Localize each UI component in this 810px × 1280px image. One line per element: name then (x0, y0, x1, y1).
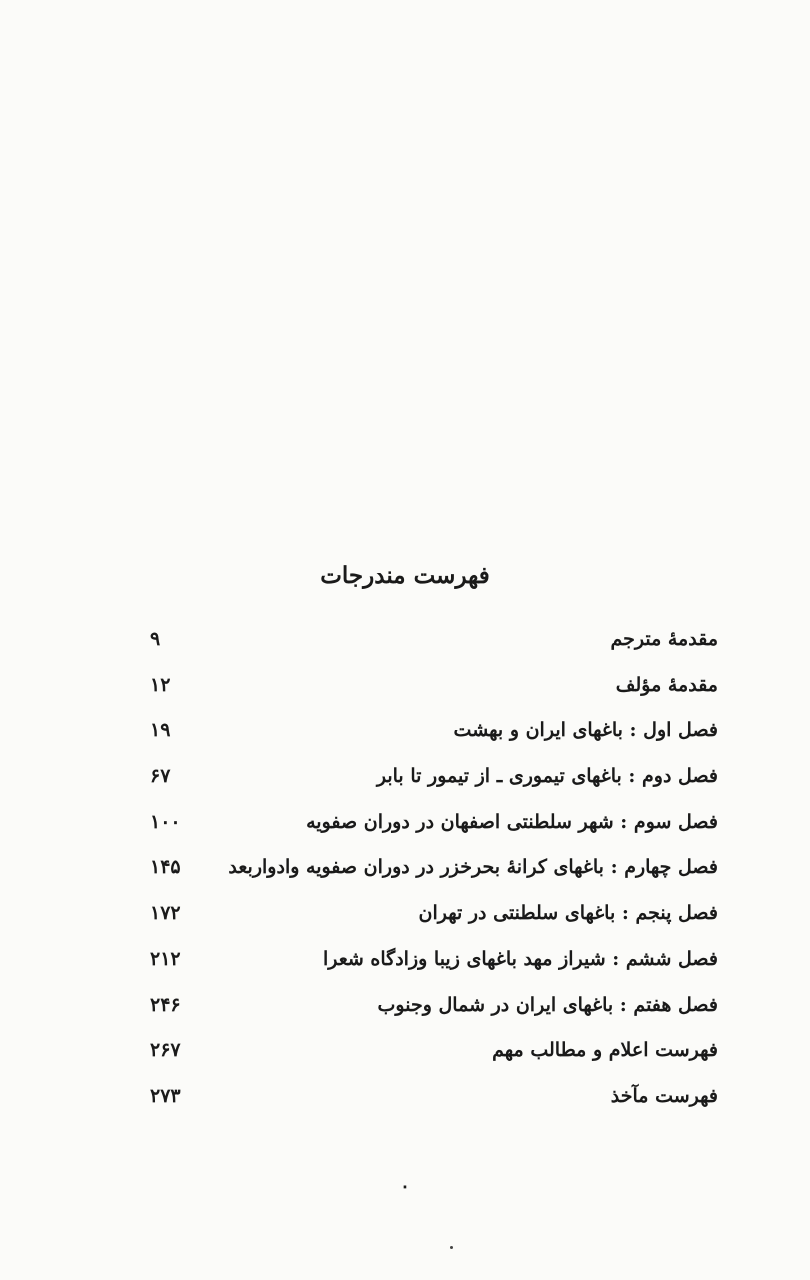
toc-entry (150, 628, 718, 674)
toc-entry-label: فصل اول : باغهای ایران و بهشت (453, 719, 718, 742)
toc-entry-label: فصل سوم : شهر سلطنتی اصفهان در دوران صفویه (306, 810, 718, 833)
toc-entry-page: ۱۷۲ (150, 902, 181, 925)
toc-entry (150, 856, 718, 902)
toc-title: فهرست مندرجات (320, 562, 490, 589)
toc-list (150, 628, 718, 1131)
toc-entry-page: ۹ (150, 628, 161, 650)
toc-entry-page: ۲۶۷ (150, 1039, 181, 1062)
toc-entry-page: ۶۷ (150, 765, 171, 788)
toc-entry (150, 1085, 718, 1131)
toc-entry-page: ۱۲ (150, 673, 171, 696)
toc-entry-label: مقدمهٔ مؤلف (615, 673, 718, 696)
toc-entry-page: ۱۰۰ (150, 810, 181, 833)
toc-entry-page: ۱۹ (150, 719, 171, 742)
toc-entry-label: فصل هفتم : باغهای ایران در شمال وجنوب (377, 993, 718, 1016)
toc-entry-label: فهرست اعلام و مطالب مهم (492, 1039, 718, 1062)
toc-entry (150, 948, 718, 994)
page-number: ۰ (400, 1176, 410, 1197)
toc-entry (150, 811, 718, 857)
toc-entry-label: فهرست مآخذ (610, 1084, 718, 1107)
toc-entry (150, 994, 718, 1040)
toc-entry (150, 1039, 718, 1085)
toc-entry-page: ۲۴۶ (150, 993, 181, 1016)
ink-speck (450, 1246, 453, 1249)
toc-entry (150, 674, 718, 720)
toc-entry-label: فصل ششم : شیراز مهد باغهای زیبا وزادگاه شعرا (322, 947, 718, 970)
toc-entry-page: ۱۴۵ (150, 856, 181, 879)
toc-entry-label: فصل چهارم : باغهای کرانهٔ بحرخزر در دوران صفویه وادواربعد (228, 856, 718, 879)
toc-entry (150, 719, 718, 765)
toc-entry-page: ۲۱۲ (150, 947, 181, 970)
toc-entry-label: فصل دوم : باغهای تیموری ـ از تیمور تا بابر (376, 765, 718, 788)
toc-entry (150, 902, 718, 948)
toc-entry-label: مقدمهٔ مترجم (610, 628, 718, 650)
toc-entry-page: ۲۷۳ (150, 1084, 181, 1107)
toc-entry (150, 765, 718, 811)
toc-entry-label: فصل پنجم : باغهای سلطنتی در تهران (418, 902, 718, 925)
